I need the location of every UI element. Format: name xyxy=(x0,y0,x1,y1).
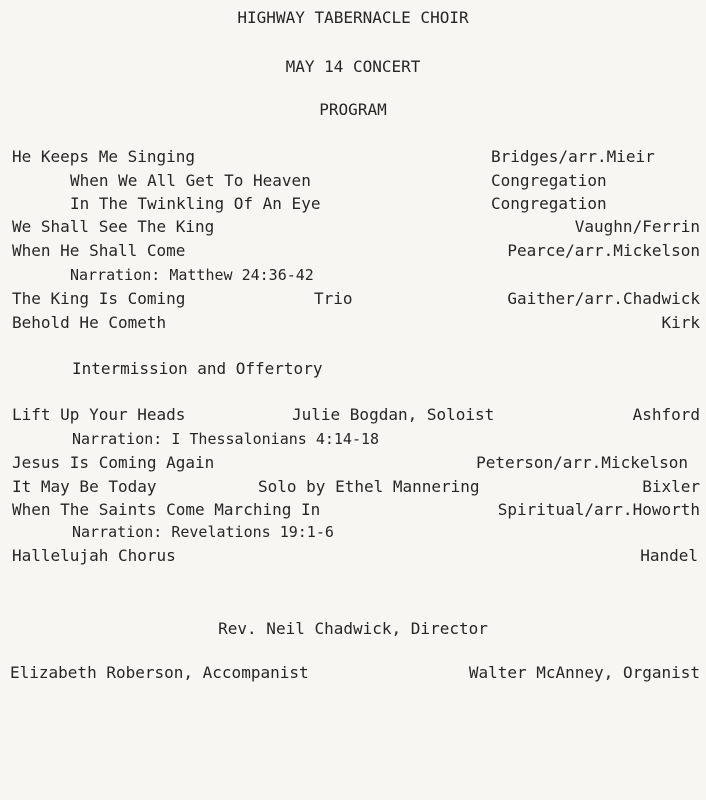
song-title: Behold He Cometh xyxy=(12,313,167,332)
song-title: Hallelujah Chorus xyxy=(12,546,176,565)
narration: Narration: Matthew 24:36-42 xyxy=(70,266,314,284)
organist-credit: Walter McAnney, Organist xyxy=(468,663,700,682)
program-heading: PROGRAM xyxy=(319,100,387,119)
song-performer: Julie Bogdan, Soloist xyxy=(292,405,495,424)
song-composer: Kirk xyxy=(661,313,700,332)
narration: Narration: Revelations 19:1-6 xyxy=(72,523,334,541)
song-composer: Pearce/arr.Mickelson xyxy=(507,241,700,260)
choir-title: HIGHWAY TABERNACLE CHOIR xyxy=(237,8,469,27)
song-title: In The Twinkling Of An Eye xyxy=(70,194,321,213)
song-title: When We All Get To Heaven xyxy=(70,171,311,190)
song-composer: Gaither/arr.Chadwick xyxy=(507,289,700,308)
song-title: The King Is Coming xyxy=(12,289,186,308)
song-composer: Vaughn/Ferrin xyxy=(574,217,700,236)
song-title: When The Saints Come Marching In xyxy=(12,500,321,519)
song-title: When He Shall Come xyxy=(12,241,186,260)
concert-date: MAY 14 CONCERT xyxy=(285,57,421,76)
intermission-heading: Intermission and Offertory xyxy=(72,359,323,378)
song-performer: Solo by Ethel Mannering xyxy=(258,477,480,496)
director-credit: Rev. Neil Chadwick, Director xyxy=(218,619,488,638)
song-title: We Shall See The King xyxy=(12,217,215,236)
song-composer: Peterson/arr.Mickelson xyxy=(476,453,688,472)
narration: Narration: I Thessalonians 4:14-18 xyxy=(72,430,380,448)
song-title: Jesus Is Coming Again xyxy=(12,453,215,472)
song-title: He Keeps Me Singing xyxy=(12,147,196,166)
song-composer: Bridges/arr.Mieir xyxy=(491,147,655,166)
song-composer: Handel xyxy=(640,546,698,565)
song-composer: Spiritual/arr.Howorth xyxy=(497,500,700,519)
song-composer: Ashford xyxy=(632,405,700,424)
song-composer: Congregation xyxy=(491,194,607,213)
song-composer: Congregation xyxy=(491,171,607,190)
song-title: Lift Up Your Heads xyxy=(12,405,186,424)
accompanist-credit: Elizabeth Roberson, Accompanist xyxy=(10,663,309,682)
song-performer: Trio xyxy=(314,289,353,308)
song-composer: Bixler xyxy=(642,477,700,496)
song-title: It May Be Today xyxy=(12,477,157,496)
